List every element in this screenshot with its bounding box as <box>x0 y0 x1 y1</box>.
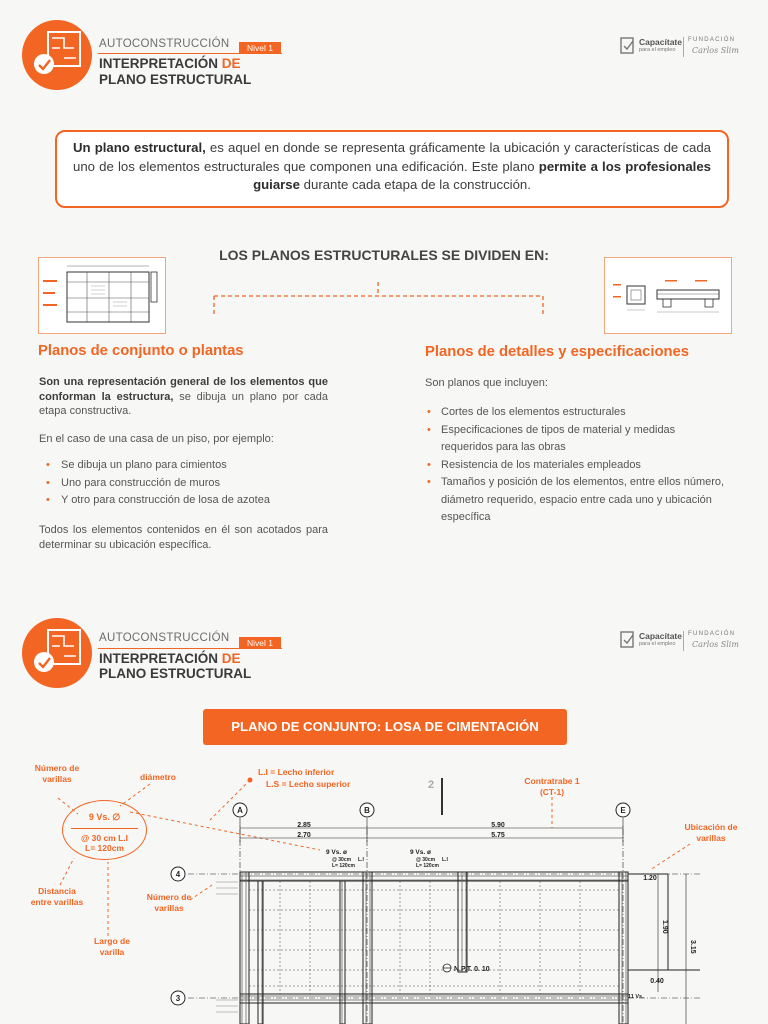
dim-0-40: 0.40 <box>650 978 664 985</box>
right-column-title: Planos de detalles y especificaciones <box>425 344 690 360</box>
npt-marker <box>443 964 490 973</box>
axis-e: E <box>620 806 626 815</box>
svg-text:2: 2 <box>428 779 435 791</box>
axis-4: 4 <box>175 870 181 879</box>
rebar-note-1-length: L= 120cm <box>332 863 355 869</box>
rebar-note-2: 9 Vs. ø <box>410 849 431 856</box>
dim-3-15: 3.15 <box>689 940 696 954</box>
detail-thumbnail-right <box>604 257 732 334</box>
rebar-note-1: 9 Vs. ø <box>326 849 347 856</box>
list-item: • Cortes de los elementos estructurales <box>425 404 730 422</box>
callout-line-1: 9 Vs. ∅ <box>88 812 121 822</box>
dim-5-75: 5.75 <box>491 832 505 839</box>
list-item: • Uno para construcción de muros <box>39 475 339 493</box>
label-numero-varillas: Número de varillas <box>34 763 80 784</box>
dim-1-20: 1.20 <box>643 875 657 882</box>
dim-5-90: 5.90 <box>491 822 505 829</box>
plan-thumbnail-left <box>38 257 166 334</box>
rebar-note-2-spacing: @ 30cm <box>416 857 436 863</box>
list-item: • Tamaños y posición de los elementos, entre ellos número, diámetro requerido, espacio entre cada uno y ubicación específica <box>425 474 730 527</box>
blueprint-icon <box>22 20 92 90</box>
capacitate-logo-icon <box>620 631 636 649</box>
callout-line-2: @ 30 cm L.I L= 120cm <box>80 833 129 853</box>
label-distancia: Distancia entre varillas <box>30 886 84 907</box>
foundation-name: Carlos Slim <box>692 640 739 649</box>
brand-separator <box>683 37 684 57</box>
rebar-note-2-li: L.I <box>442 857 448 863</box>
foundation-plan-drawing <box>160 770 768 1024</box>
left-column-title: Planos de conjunto o plantas <box>38 343 244 359</box>
dim-1-90: 1.90 <box>661 920 668 934</box>
label-lecho-superior: L.S = Lecho superior <box>266 779 351 789</box>
brand-sub: para el empleo <box>639 47 676 53</box>
brand-name: Capacítate <box>639 631 682 641</box>
list-item: • Y otro para construcción de losa de azotea <box>39 492 339 510</box>
label-numero-varillas-2: Número de varillas <box>146 892 192 913</box>
brand-sub: para el empleo <box>639 641 676 647</box>
header-second <box>0 618 768 698</box>
list-item: • Resistencia de los materiales empleados <box>425 457 730 475</box>
left-paragraph-2: En el caso de una casa de un piso, por ejemplo: <box>39 433 274 445</box>
rebar-note-1-li: L.I <box>358 857 364 863</box>
header-category: AUTOCONSTRUCCIÓN <box>99 38 230 50</box>
rebar-note-1-spacing: @ 30cm <box>332 857 352 863</box>
left-paragraph-1: Son una representación general de los elementos que conforman la estructura, se dibuja un plano por cada etapa constructiva. <box>39 376 328 417</box>
brand-logo <box>620 630 740 654</box>
dim-2-85: 2.85 <box>297 822 311 829</box>
intro-box: Un plano estructural, es aquel en donde se representa gráficamente la ubicación y características de cada uno de los elementos estructurales que componen una edificación. Este plano permite a los profesionales guiarse durante cada etapa de la construcción. <box>55 130 729 208</box>
capacitate-logo-icon <box>620 37 636 55</box>
axis-b: B <box>364 806 370 815</box>
level-badge: Nivel 1 <box>239 637 281 649</box>
section-marker <box>428 778 442 815</box>
divider-brace <box>212 282 545 318</box>
label-ubicacion-varillas: Ubicación de varillas <box>684 822 738 843</box>
header-title-1: INTERPRETACIÓN DE <box>99 56 241 71</box>
rebar-note-2-length: L= 120cm <box>416 863 439 869</box>
rebar-note-side: 11 Vs. <box>628 994 644 1000</box>
left-paragraph-3: Todos los elementos contenidos en él son acotados para determinar su ubicación específica. <box>39 524 328 551</box>
header-title-2: PLANO ESTRUCTURAL <box>99 72 252 87</box>
label-lecho-inferior: L.I = Lecho inferior <box>258 767 335 777</box>
section-title: LOS PLANOS ESTRUCTURALES SE DIVIDEN EN: <box>219 247 549 263</box>
foundation-name: Carlos Slim <box>692 46 739 55</box>
right-bullet-list <box>425 404 730 527</box>
dim-2-70: 2.70 <box>297 832 311 839</box>
axis-3: 3 <box>175 994 181 1003</box>
header-title-1: INTERPRETACIÓN DE <box>99 651 241 666</box>
brand-logo <box>620 36 740 60</box>
axis-a: A <box>237 806 243 815</box>
plan-banner: PLANO DE CONJUNTO: LOSA DE CIMENTACIÓN <box>203 709 567 745</box>
label-largo: Largo de varilla <box>94 936 130 957</box>
list-item: • Especificaciones de tipos de material y medidas requeridos para las obras <box>425 422 730 457</box>
right-paragraph-1: Son planos que incluyen: <box>425 377 548 389</box>
label-diametro: diámetro <box>140 772 176 782</box>
label-contratrabe: Contratrabe 1 (CT-1) <box>524 776 580 797</box>
level-badge: Nivel 1 <box>239 42 281 54</box>
svg-text:N.P.T. 0. 10: N.P.T. 0. 10 <box>454 966 490 973</box>
header-top <box>0 20 768 100</box>
blueprint-icon <box>22 618 92 688</box>
left-bullet-list <box>39 457 339 510</box>
foundation-label: FUNDACIÓN <box>688 631 736 637</box>
header-category: AUTOCONSTRUCCIÓN <box>99 632 230 644</box>
list-item: • Se dibuja un plano para cimientos <box>39 457 339 475</box>
brand-separator <box>683 631 684 651</box>
header-divider <box>98 53 282 54</box>
header-divider <box>98 648 282 649</box>
header-title-2: PLANO ESTRUCTURAL <box>99 666 252 681</box>
brand-name: Capacítate <box>639 37 682 47</box>
foundation-label: FUNDACIÓN <box>688 37 736 43</box>
